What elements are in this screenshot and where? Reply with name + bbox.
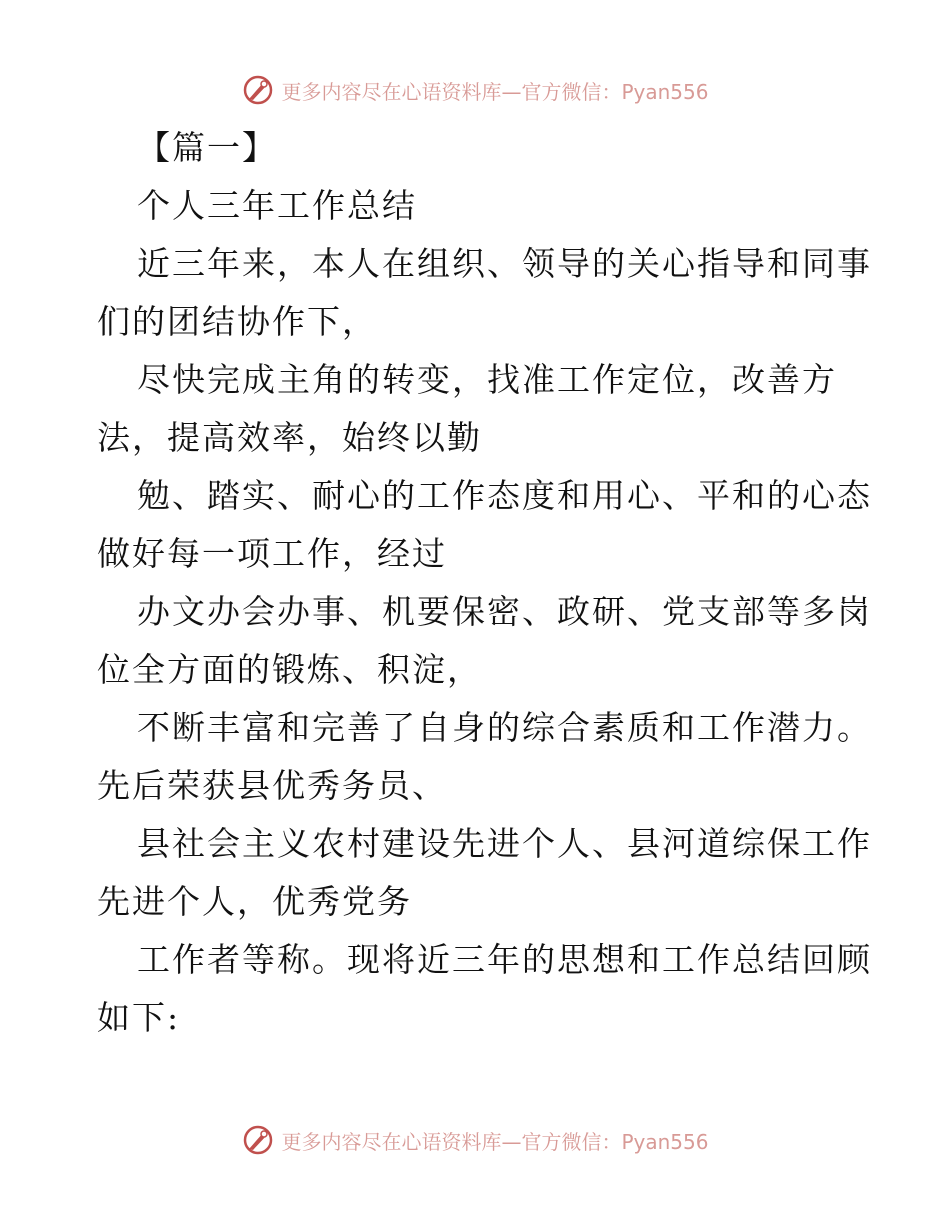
watermark-text: 更多内容尽在心语资料库—官方微信：Pyan556: [281, 1129, 709, 1154]
paragraph: 县社会主义农村建设先进个人、县河道综保工作 先进个人，优秀党务: [97, 824, 872, 921]
section-heading: 【篇一】: [137, 128, 277, 167]
document-body: [97, 119, 872, 1047]
paragraph: 勉、踏实、耐心的工作态度和用心、平和的心态 做好每一项工作，经过: [97, 476, 872, 573]
paragraph: 办文办会办事、机要保密、政研、党支部等多岗 位全方面的锻炼、积淀，: [97, 592, 872, 689]
footer-watermark: [0, 1120, 950, 1160]
paragraph: 尽快完成主角的转变，找准工作定位，改善方 法，提高效率，始终以勤: [97, 360, 837, 457]
watermark-text: 更多内容尽在心语资料库—官方微信：Pyan556: [281, 79, 709, 104]
paragraph: 不断丰富和完善了自身的综合素质和工作潜力。 先后荣获县优秀务员、: [97, 708, 872, 805]
quill-circle-icon: [241, 1123, 275, 1157]
document-title: 个人三年工作总结: [137, 186, 417, 225]
quill-circle-icon: [241, 73, 275, 107]
paragraph: 近三年来，本人在组织、领导的关心指导和同事 们的团结协作下，: [97, 244, 872, 341]
header-watermark: [0, 70, 950, 110]
paragraph: 工作者等称。现将近三年的思想和工作总结回顾 如下:: [97, 940, 872, 1037]
